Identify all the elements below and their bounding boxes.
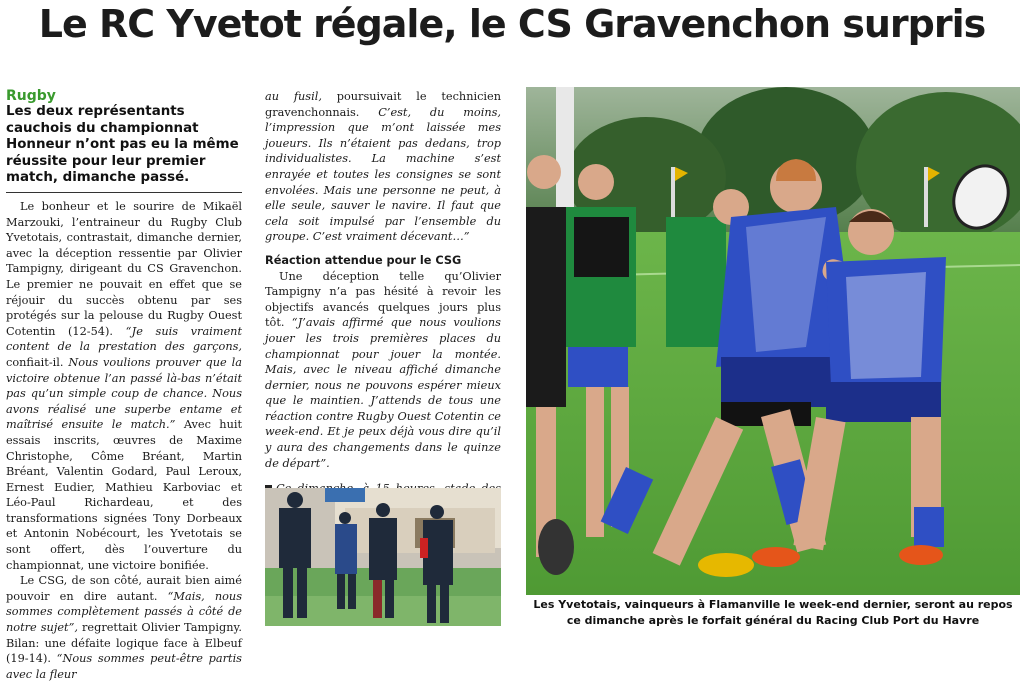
text-run: poursuivait le technicien gravenchonnais. <box>265 90 501 119</box>
crowd-photo <box>265 488 501 626</box>
quote-run: “J’avais affirmé que nous voulions jouer les trois premières places du championnat pour jouer la montée. Mais, avec le niveau affiché dimanche dernier, nous ne pouvons espérer mieux que le maintien. J’attends de tous une réaction contre Rugby Ouest Cotentin ce week-end. Et je peux déjà vous dire qu’il y aura des changements dans le quinze de départ”. <box>265 316 501 470</box>
quote-run: Nous voulions prouver que la victoire obtenue l’an passé là-bas n’était pas qu’un simple coup de chance. Nous avons réalisé une superbe entame et maîtrisé ensuite le match.” <box>6 355 242 432</box>
rugby-match-photo <box>526 87 1020 595</box>
section-subhead: Réaction attendue pour le CSG <box>265 253 462 267</box>
paragraph <box>6 199 242 573</box>
quote-run: “Je suis vraiment content de la prestation des garçons, <box>6 324 242 354</box>
article-column-2 <box>265 89 501 512</box>
quote-run: “Nous sommes peut-être partis avec la fleur <box>6 652 242 681</box>
quote-run: “Mais, nous sommes complètement passés à côté de notre sujet”, <box>6 589 243 635</box>
text-run: Une déception telle qu’Olivier Tampigny n’a pas hésité à revoir les objectifs avancés quelques jours plus tôt. <box>265 269 501 330</box>
text-run: regrettait Olivier Tampigny. Bilan: une défaite logique face à Elbeuf (19-14). <box>6 621 242 666</box>
section-kicker: Rugby <box>6 88 56 104</box>
quote-run: C’est, du moins, l’impression que m’ont laissée mes joueurs. Ils n’étaient pas dedans, trop individualistes. La machine s’est enrayée et toutes les consignes se sont envolées. Mais une personne ne peut, à elle seule, sauver le navire. Il faut que cela soit impulsé par l’ensemble du groupe. C’est vraiment décevant…” <box>265 105 501 244</box>
text-run: Le CSG, de son côté, aurait bien aimé pouvoir en dire autant. <box>6 574 242 603</box>
article-column-1 <box>6 199 242 682</box>
paragraph <box>265 89 501 245</box>
paragraph <box>6 573 242 682</box>
text-run: Le bonheur et le sourire de Mikaël Marzouki, l’entraineur du Rugby Club Yvetotais, contrastait, dimanche dernier, avec la déception ressentie par Olivier Tampigny, dirigeant du CS Gravenchon. Le premier ne pouvait en effet que se réjouir du succès obtenu par ses protégés sur la pelouse du Rugby Ouest Cotentin (12-54). <box>6 200 242 338</box>
text-run: Avec huit essais inscrits, œuvres de Maxime Christophe, Côme Bréant, Martin Bréant, Valentin Godard, Paul Leroux, Ernest Eudier, Mathieu Karboviac et Léo-Paul Richardeau, et des transformations signées Tony Dorbeaux et Antonin Nobécourt, les Yvetotais se sont offert, dès l’ouverture du championnat, une victoire bonifiée. <box>6 418 243 572</box>
paragraph <box>265 269 501 472</box>
article-lead: Les deux représentants cauchois du championnat Honneur n’ont pas eu la même réussite pour leur premier match, dimanche passé. <box>6 104 239 185</box>
photo-caption: Les Yvetotais, vainqueurs à Flamanville le week-end dernier, seront au repos ce dimanche après le forfait général du Racing Club Port du Havre <box>533 598 1013 627</box>
page-headline: Le RC Yvetot régale, le CS Gravenchon surpris <box>38 2 986 46</box>
lead-divider <box>6 192 242 193</box>
text-run: confiait-il. <box>6 355 69 369</box>
quote-run: au fusil, <box>265 90 337 103</box>
